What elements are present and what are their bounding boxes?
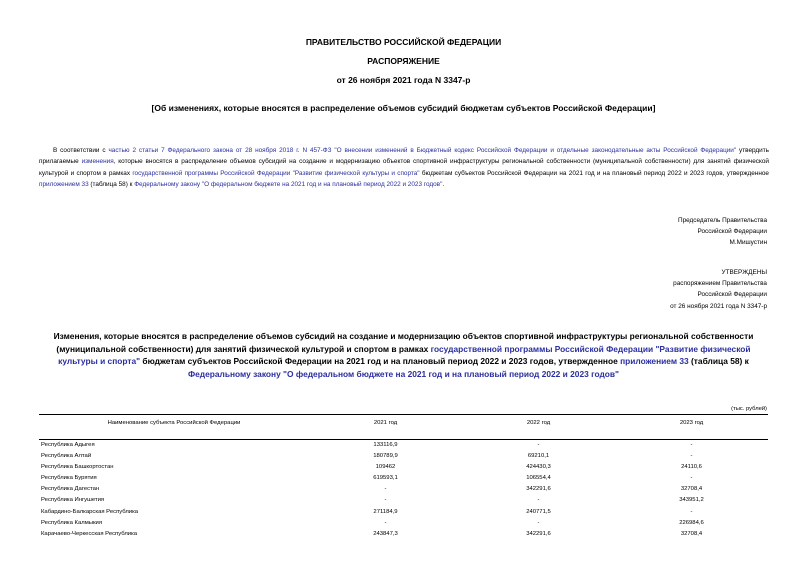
- document-type: РАСПОРЯЖЕНИЕ: [367, 56, 440, 66]
- signature-position-2: Российской Федерации: [697, 228, 767, 236]
- value-2021: -: [384, 497, 387, 504]
- annex-title: [40, 330, 767, 380]
- changes-link[interactable]: изменения: [81, 158, 114, 166]
- value-2023: 32708,4: [680, 486, 703, 493]
- units-label: (тыс. рублей): [731, 406, 767, 412]
- subsidy-table: [39, 414, 768, 540]
- column-header-2021: 2021 год: [309, 415, 462, 440]
- annex-title-text: бюджетам субъектов Российской Федерации на 2021 год и на плановый период 2022 и 2023 годов, утвержденное: [140, 356, 621, 367]
- table-row: [39, 440, 768, 452]
- value-2021: -: [384, 486, 387, 493]
- column-header-region: Наименование субъекта Российской Федерации: [39, 415, 309, 440]
- region-name: Республика Дагестан: [41, 486, 100, 493]
- value-2022: 106554,4: [526, 475, 551, 482]
- state-program-link[interactable]: государственной программы Российской Федерации "Развитие физической культуры и спорта": [58, 343, 751, 367]
- signature-block: [678, 215, 767, 249]
- approval-title: УТВЕРЖДЕНЫ: [721, 269, 767, 276]
- value-2021: 109462: [375, 464, 396, 471]
- table-row: [39, 518, 768, 529]
- approval-block: [670, 267, 767, 312]
- value-2021: 243847,3: [373, 530, 398, 537]
- column-header-2022: 2022 год: [462, 415, 615, 440]
- value-2022: -: [537, 442, 540, 448]
- value-2023: -: [690, 442, 693, 448]
- value-2022: 342291,6: [526, 486, 551, 493]
- signature-position: Председатель Правительства: [678, 217, 767, 224]
- annex-title-text: (таблица 58) к: [688, 356, 749, 367]
- approval-line: Российской Федерации: [697, 291, 767, 299]
- table-row: [39, 484, 768, 495]
- appendix-33-link[interactable]: приложением 33: [620, 356, 689, 367]
- paragraph-text: бюджетам субъектов Российской Федерации на 2021 год и на плановый период 2022 и 2023 годов, утвержденное: [419, 169, 769, 177]
- document-date-number: от 26 ноября 2021 года N 3347-р: [336, 75, 471, 85]
- annex-title-text: Изменения, которые вносятся в распределение объемов субсидий на создание и модернизацию объектов спортивной инфраструктуры региональной собственности (муниципальной собственности) для занятий физической культурой и спортом в рамках: [53, 331, 754, 354]
- paragraph-text: .: [442, 180, 445, 188]
- region-name: Республика Бурятия: [41, 475, 97, 482]
- region-name: Республика Алтай: [41, 453, 92, 460]
- region-name: Республика Калмыкия: [41, 519, 103, 526]
- table-row: [39, 462, 768, 473]
- value-2022: 342291,6: [526, 530, 551, 537]
- value-2021: 133116,9: [373, 442, 398, 448]
- law-457fz-link[interactable]: частью 2 статьи 7 Федерального закона от 28 ноября 2018 г. N 457-ФЗ "О внесении изменений в Бюджетный кодекс Российской Федерации и отдельные законодательные акты Российской Федерации": [108, 147, 737, 154]
- value-2023: 343951,2: [679, 497, 704, 504]
- value-2022: -: [537, 497, 540, 504]
- value-2023: -: [690, 453, 693, 460]
- value-2023: 24110,6: [681, 464, 702, 471]
- value-2021: 271184,9: [373, 508, 398, 515]
- value-2022: 69210,1: [527, 453, 550, 460]
- region-name: Республика Ингушетия: [41, 497, 105, 504]
- order-paragraph: [39, 145, 769, 190]
- paragraph-text: (таблица 58) к: [88, 180, 135, 188]
- paragraph-text: утвердить прилагаемые: [39, 147, 769, 166]
- value-2021: -: [384, 519, 387, 526]
- approval-line: распоряжением Правительства: [673, 280, 767, 288]
- value-2023: -: [690, 475, 693, 482]
- federal-budget-law-link[interactable]: Федеральному закону "О федеральном бюджете на 2021 год и на плановый период 2022 и 2023 годов": [134, 180, 443, 188]
- table-row: [39, 507, 768, 518]
- issuer-heading: ПРАВИТЕЛЬСТВО РОССИЙСКОЙ ФЕДЕРАЦИИ: [305, 37, 502, 47]
- table-header-row: [39, 415, 768, 440]
- document-subject: [Об изменениях, которые вносятся в распределение объемов субсидий бюджетам субъектов Российской Федерации]: [151, 103, 656, 113]
- value-2021: 619593,1: [373, 475, 398, 482]
- appendix-33-link[interactable]: приложением 33: [39, 180, 89, 188]
- table-row: [39, 451, 768, 462]
- region-name: Карачаево-Черкесская Республика: [41, 530, 138, 537]
- value-2023: 32708,4: [680, 530, 703, 537]
- region-name: Республика Адыгея: [41, 442, 95, 448]
- region-name: Кабардино-Балкарская Республика: [41, 508, 139, 515]
- federal-budget-law-link[interactable]: Федеральному закону "О федеральном бюджете на 2021 год и на плановый период 2022 и 2023 годов": [187, 368, 620, 379]
- paragraph-text: , которые вносятся в распределение объемов субсидий на создание и модернизацию объектов спортивной инфраструктуры региональной собственности (муниципальной собственности) для занятий физической культурой и спортом в рамках: [39, 158, 769, 177]
- table-row: [39, 473, 768, 484]
- value-2022: 240771,5: [526, 508, 551, 515]
- value-2022: 424430,3: [526, 464, 551, 471]
- table-row: [39, 495, 768, 506]
- paragraph-text: В соответствии с: [53, 147, 109, 154]
- column-header-2023: 2023 год: [615, 415, 768, 440]
- value-2021: 180789,9: [373, 453, 398, 460]
- approval-date: от 26 ноября 2021 года N 3347-р: [670, 302, 767, 310]
- state-program-link[interactable]: государственной программы Российской Федерации "Развитие физической культуры и спорта": [132, 169, 420, 177]
- value-2023: -: [690, 508, 693, 515]
- value-2022: -: [537, 519, 540, 526]
- region-name: Республика Башкортостан: [41, 464, 114, 471]
- table-row: [39, 529, 768, 540]
- value-2023: 226984,6: [679, 519, 704, 526]
- signature-name: М.Мишустин: [729, 239, 767, 247]
